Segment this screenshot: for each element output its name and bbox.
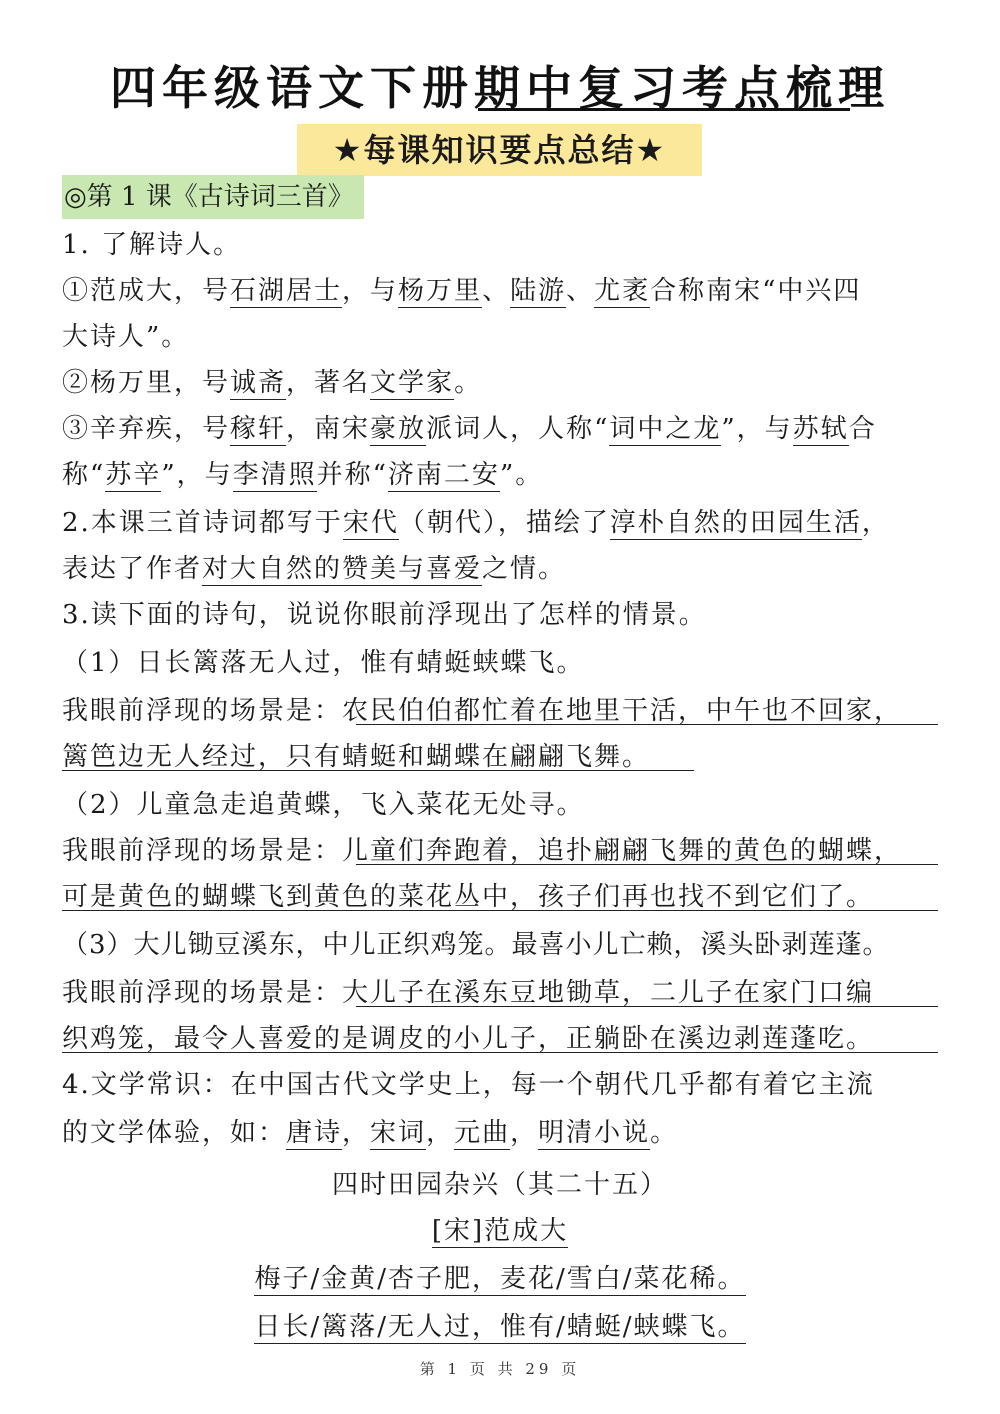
- page-number: 第 1 页 共 29 页: [419, 1360, 581, 1378]
- answer-3-line-2: 织鸡笼，最令人喜爱的是调皮的小儿子，正躺卧在溪边剥莲蓬吃。: [62, 1024, 875, 1054]
- poem-title: 四时田园杂兴（其二十五）: [331, 1170, 668, 1200]
- lesson-heading: ◎第 1 课《古诗词三首》: [62, 175, 364, 219]
- poet-line-a-cont: 大诗人”。: [62, 322, 190, 352]
- answer-2-line-2: 可是黄色的蝴蝶飞到黄色的菜花丛中，孩子们再也找不到它们了。: [62, 882, 875, 912]
- answer-1-underline-1: [356, 724, 938, 725]
- poem-prompt-2: （2）儿童急走追黄蝶，飞入菜花无处寻。: [62, 790, 585, 820]
- answer-2-underline-2: [62, 910, 938, 911]
- section-4-line-1: 4.文学常识：在中国古代文学史上，每一个朝代几乎都有着它主流: [62, 1070, 875, 1100]
- title-underline: [478, 108, 850, 111]
- page-title: 四年级语文下册期中复习考点梳理: [110, 61, 890, 115]
- answer-2-line-1: 我眼前浮现的场景是：儿童们奔跑着，追扑翩翩飞舞的黄色的蝴蝶，: [62, 836, 903, 866]
- answer-1-line-2: 篱笆边无人经过，只有蜻蜓和蝴蝶在翩翩飞舞。: [62, 742, 651, 772]
- poem-prompt-3: （3）大儿锄豆溪东，中儿正织鸡笼。最喜小儿亡赖，溪头卧剥莲蓬。: [62, 930, 890, 960]
- section-1-heading: 1. 了解诗人。: [62, 230, 242, 260]
- answer-1-underline-2: [62, 770, 694, 771]
- answer-3-line-1: 我眼前浮现的场景是：大儿子在溪东豆地锄草，二儿子在家门口编: [62, 978, 875, 1008]
- answer-2-underline-1: [356, 864, 938, 865]
- poem-line-2: 日长/篱落/无人过，惟有/蜻蜓/蛱蝶飞。: [254, 1312, 746, 1342]
- answer-3-underline-1: [356, 1006, 938, 1007]
- poem-author: [宋]范成大: [431, 1216, 569, 1246]
- section-3-heading: 3.读下面的诗句，说说你眼前浮现出了怎样的情景。: [62, 600, 707, 630]
- poem-prompt-1: （1）日长篱落无人过，惟有蜻蜓蛱蝶飞。: [62, 648, 585, 678]
- section-2-line-1: 2.本课三首诗词都写于宋代（朝代），描绘了淳朴自然的田园生活，: [62, 508, 890, 538]
- poet-line-c-cont: 称“苏辛”，与李清照并称“济南二安”。: [62, 460, 544, 490]
- poem-line-1: 梅子/金黄/杏子肥，麦花/雪白/菜花稀。: [254, 1264, 746, 1294]
- answer-3-underline-2: [62, 1052, 938, 1053]
- poet-line-a: ①范成大，号石湖居士，与杨万里、陆游、尤袤合称南宋“中兴四: [62, 276, 862, 306]
- poet-line-b: ②杨万里，号诚斋，著名文学家。: [62, 368, 483, 398]
- section-4-line-2: 的文学体验，如：唐诗，宋词，元曲，明清小说。: [62, 1118, 679, 1148]
- answer-1-line-1: 我眼前浮现的场景是：农民伯伯都忙着在地里干活，中午也不回家，: [62, 696, 903, 726]
- subtitle-banner: ★每课知识要点总结★: [297, 124, 702, 176]
- section-2-line-2: 表达了作者对大自然的赞美与喜爱之情。: [62, 554, 567, 584]
- poet-line-c: ③辛弃疾，号稼轩，南宋豪放派词人，人称“词中之龙”，与苏轼合: [62, 414, 877, 444]
